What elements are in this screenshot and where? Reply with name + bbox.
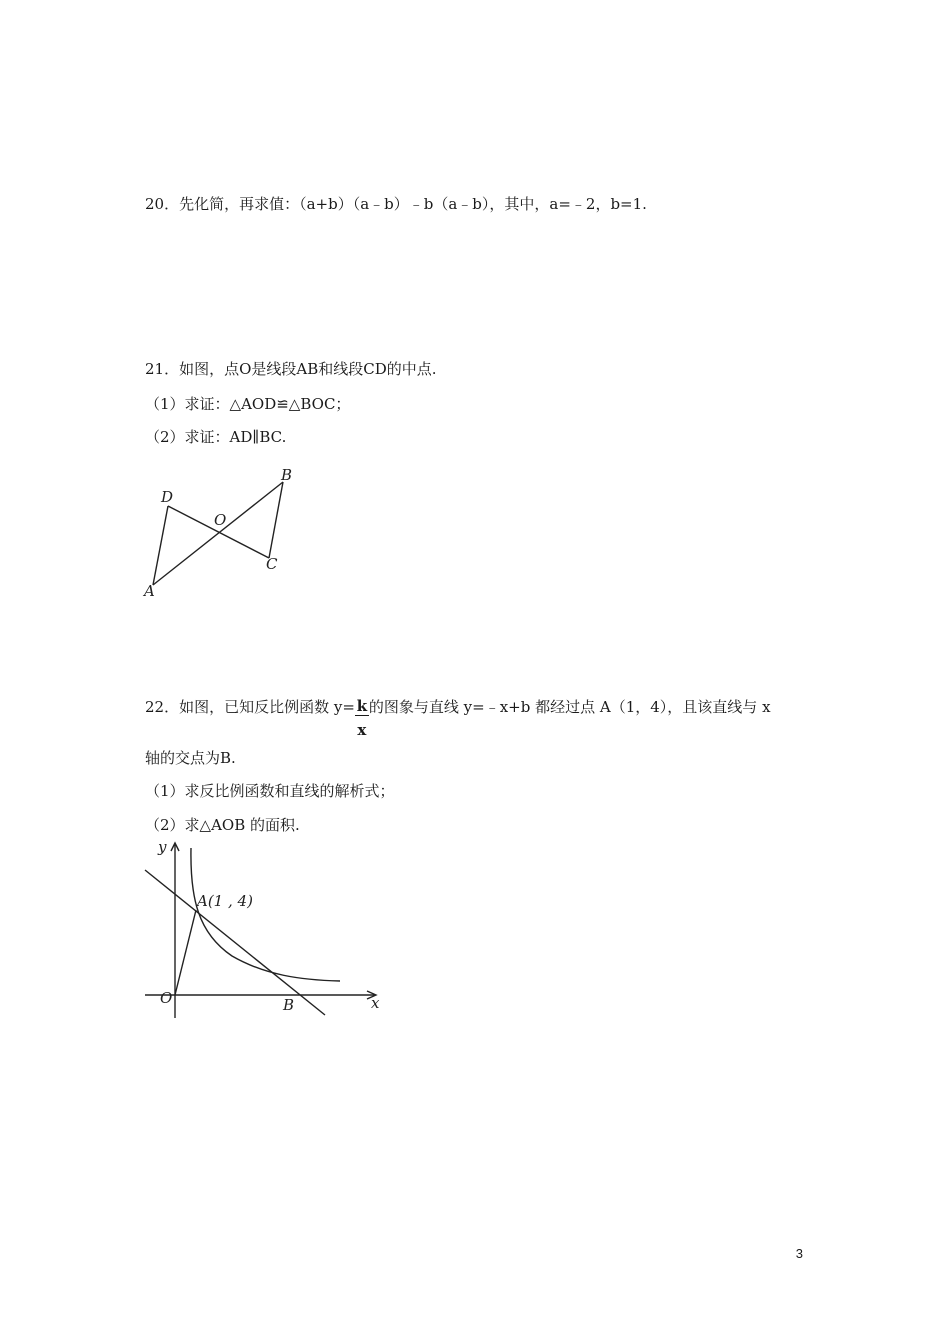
- label-B: B: [281, 466, 293, 484]
- q22-part2: （2）求△AOB 的面积.: [145, 816, 300, 834]
- page-number: 3: [795, 1246, 803, 1261]
- segment-BC: [269, 482, 283, 558]
- hyperbola-curve: [191, 848, 340, 981]
- fraction-numerator: k: [356, 697, 368, 715]
- label-B: B: [283, 996, 295, 1014]
- q21-stem: 21．如图，点O是线段AB和线段CD的中点.: [145, 360, 437, 378]
- fraction-denominator: x: [357, 721, 367, 739]
- q20-text: 20．先化简，再求值：（a+b）（a﹣b）﹣b（a﹣b），其中，a=﹣2，b=1.: [145, 195, 647, 213]
- label-x: x: [371, 994, 380, 1012]
- q21-figure: [140, 462, 310, 602]
- q21-part2: （2）求证：AD∥BC.: [145, 428, 287, 446]
- q22-stem: [145, 697, 771, 739]
- q22-fraction: [355, 697, 369, 739]
- label-O: O: [160, 989, 173, 1007]
- q22-stem-before: 22．如图，已知反比例函数 y=: [145, 698, 355, 716]
- label-A: A: [144, 582, 155, 600]
- q22-stem-line2: 轴的交点为B.: [145, 749, 236, 767]
- segment-OA: [175, 910, 196, 995]
- label-D: D: [161, 488, 174, 506]
- q22-stem-after: 的图象与直线 y=﹣x+b 都经过点 A（1，4），且该直线与 x: [368, 698, 771, 716]
- q22-part1: （1）求反比例函数和直线的解析式；: [145, 782, 395, 800]
- label-y: y: [158, 838, 167, 856]
- q22-figure: [140, 838, 385, 1023]
- segment-AD: [153, 506, 168, 585]
- label-O: O: [214, 511, 227, 529]
- label-C: C: [266, 555, 278, 573]
- label-A: A(1 , 4): [197, 892, 253, 910]
- q21-part1: （1）求证：△AOD≌△BOC；: [145, 395, 351, 413]
